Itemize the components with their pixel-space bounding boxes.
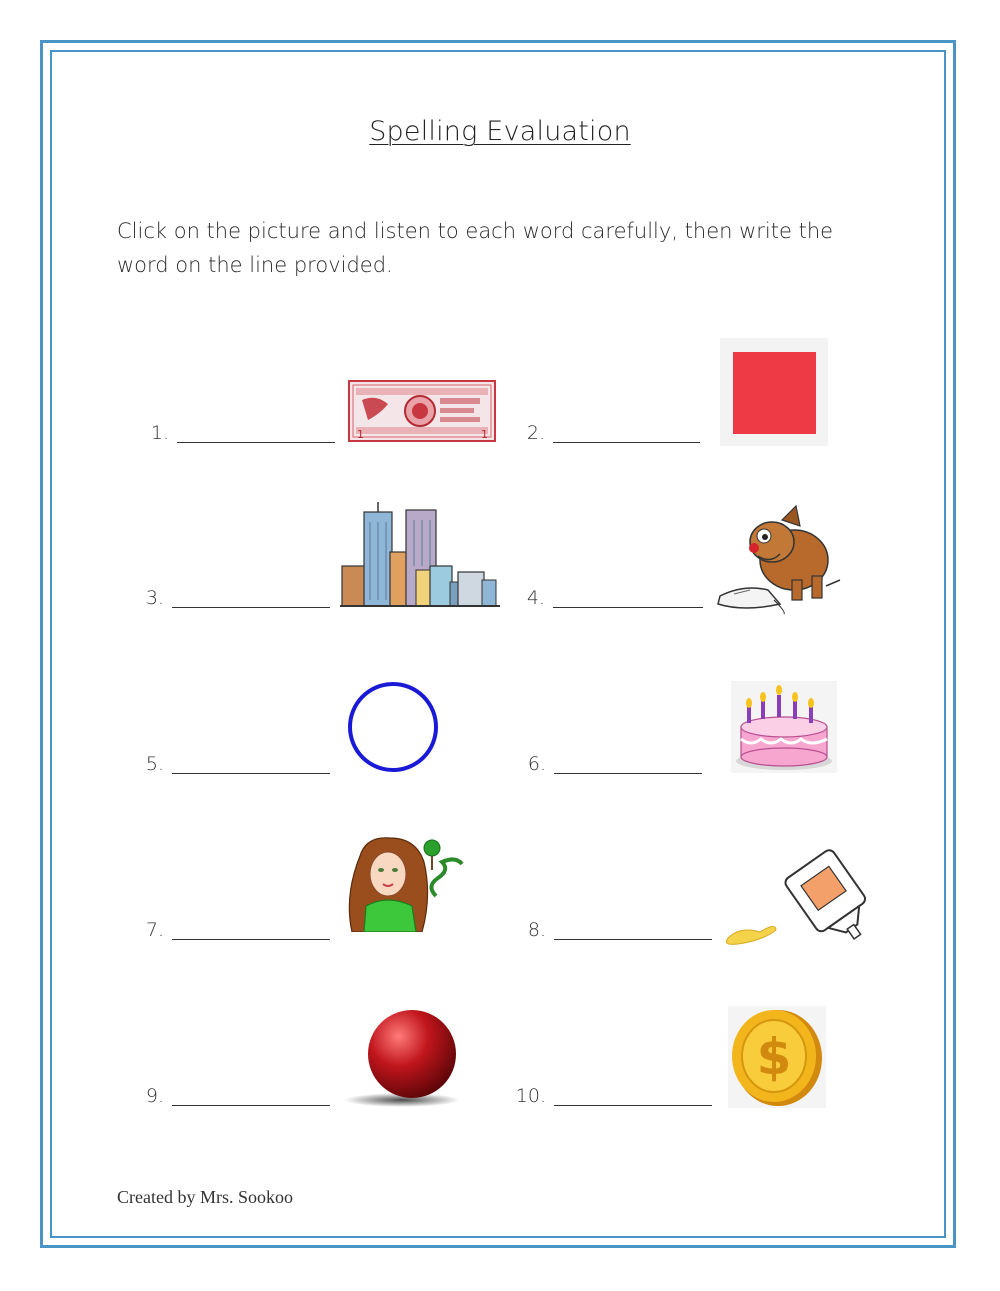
item-number: 5. [145, 753, 164, 775]
dog-chewing-shoe-icon[interactable] [714, 500, 844, 615]
answer-item-2 [526, 422, 700, 444]
item-number: 9. [145, 1085, 164, 1107]
answer-line-10[interactable] [554, 1085, 712, 1106]
answer-line-4[interactable] [553, 587, 703, 608]
answer-item-10 [515, 1085, 712, 1107]
city-buildings-icon[interactable] [340, 500, 500, 608]
item-number: 3. [145, 587, 164, 609]
item-number: 1. [150, 422, 169, 444]
answer-line-1[interactable] [177, 422, 335, 443]
banknote-icon[interactable] [348, 380, 496, 442]
answer-item-1 [150, 422, 335, 444]
item-number: 6. [527, 753, 546, 775]
answer-item-6 [527, 753, 702, 775]
eve-with-snake-icon[interactable] [346, 836, 470, 932]
answer-item-3 [145, 587, 330, 609]
answer-line-9[interactable] [172, 1085, 330, 1106]
svg-text:1: 1 [357, 428, 364, 441]
answer-item-7 [145, 919, 330, 941]
item-number: 4. [526, 587, 545, 609]
red-square-icon[interactable] [720, 338, 828, 446]
answer-item-9 [145, 1085, 330, 1107]
item-number: 7. [145, 919, 164, 941]
page-title [0, 116, 1000, 147]
answer-line-5[interactable] [172, 753, 330, 774]
glue-bottle-icon[interactable] [720, 832, 872, 948]
item-number: 8. [527, 919, 546, 941]
instructions-text: Click on the picture and listen to each word carefully, then write the word on the line provided. [117, 219, 834, 277]
answer-line-6[interactable] [554, 753, 702, 774]
answer-item-8 [527, 919, 712, 941]
item-number: 2. [526, 422, 545, 444]
answer-item-5 [145, 753, 330, 775]
answer-line-7[interactable] [172, 919, 330, 940]
page-title-text: Spelling Evaluation [369, 116, 631, 147]
footer-credit: Created by Mrs. Sookoo [117, 1187, 293, 1207]
svg-text:$: $ [756, 1028, 792, 1086]
circle-icon[interactable] [346, 680, 440, 774]
svg-text:1: 1 [481, 428, 488, 441]
answer-line-8[interactable] [554, 919, 712, 940]
birthday-cake-icon[interactable] [731, 681, 837, 773]
gold-dollar-coin-icon[interactable] [728, 1006, 826, 1108]
red-ball-icon[interactable] [340, 1008, 460, 1108]
answer-item-4 [526, 587, 703, 609]
answer-line-2[interactable] [553, 422, 700, 443]
answer-line-3[interactable] [172, 587, 330, 608]
item-number: 10. [515, 1085, 546, 1107]
